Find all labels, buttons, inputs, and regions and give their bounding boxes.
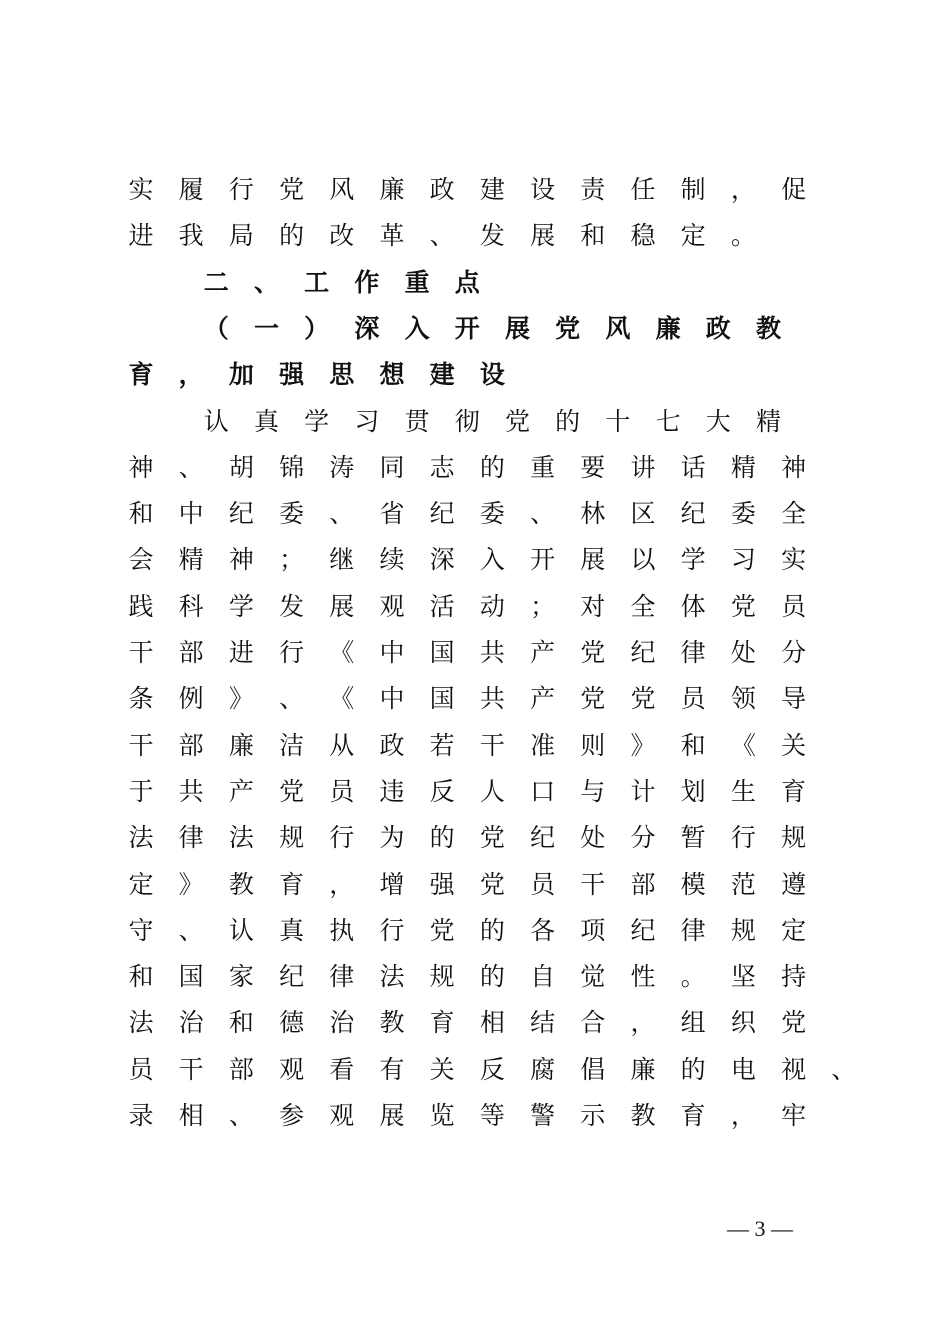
text-char: 贯 xyxy=(404,406,430,436)
text-char: 政 xyxy=(379,730,405,760)
text-char: 部 xyxy=(228,1054,254,1084)
text-char: 展 xyxy=(530,221,556,251)
text-char: 视 xyxy=(781,1054,807,1084)
text-char: 处 xyxy=(580,823,606,853)
text-char: 守 xyxy=(128,915,154,945)
text-char: 对 xyxy=(580,591,606,621)
text-char: 科 xyxy=(178,591,204,621)
text-char: 强 xyxy=(429,869,455,899)
text-char: 相 xyxy=(479,1008,505,1038)
text-char: 进 xyxy=(128,221,154,251)
text-char: 大 xyxy=(705,406,731,436)
text-char: 进 xyxy=(228,638,254,667)
text-line xyxy=(0,450,950,486)
text-char: 发 xyxy=(479,221,505,251)
text-char: 、 xyxy=(831,1054,857,1084)
text-char: 倡 xyxy=(580,1054,606,1084)
text-char: 法 xyxy=(228,823,254,853)
text-char: 、 xyxy=(429,221,455,251)
text-char: 行 xyxy=(279,638,305,667)
text-char: 会 xyxy=(128,545,154,575)
text-char: 干 xyxy=(128,730,154,760)
text-char: 牢 xyxy=(781,1101,807,1130)
text-line xyxy=(0,542,950,578)
text-char: 项 xyxy=(580,915,606,945)
text-char: 模 xyxy=(680,869,706,899)
text-char: 的 xyxy=(680,1054,706,1084)
text-char: 继 xyxy=(329,545,355,575)
text-char: 示 xyxy=(580,1101,606,1130)
text-char: 生 xyxy=(730,776,756,806)
text-char: 党 xyxy=(479,823,505,853)
text-char: 中 xyxy=(379,684,405,714)
text-char: 律 xyxy=(329,962,355,992)
text-char: 法 xyxy=(128,1008,154,1038)
text-line xyxy=(0,774,950,810)
text-char: 廉 xyxy=(655,313,681,343)
text-char: 纪 xyxy=(680,499,706,529)
text-char: 和 xyxy=(228,1008,254,1038)
text-char: 、 xyxy=(178,915,204,945)
text-char: 、 xyxy=(178,452,204,482)
text-char: 神 xyxy=(228,545,254,575)
text-char: 共 xyxy=(479,638,505,667)
text-char: 精 xyxy=(755,406,781,436)
text-char: 纪 xyxy=(630,915,656,945)
text-char: 范 xyxy=(730,869,756,899)
text-line xyxy=(0,1005,950,1041)
text-char: 家 xyxy=(228,962,254,992)
text-char: 洁 xyxy=(279,730,305,760)
text-char: 育 xyxy=(128,360,154,390)
text-char: 、 xyxy=(329,499,355,529)
text-char: ， xyxy=(730,1101,756,1130)
text-char: 育 xyxy=(279,869,305,899)
text-char: 委 xyxy=(730,499,756,529)
text-char: 入 xyxy=(404,313,430,343)
text-char: 话 xyxy=(680,452,706,482)
text-char: 实 xyxy=(128,175,154,204)
text-char: 律 xyxy=(680,915,706,945)
text-char: 条 xyxy=(128,684,154,714)
text-char: 腐 xyxy=(530,1054,556,1084)
text-char: 展 xyxy=(580,545,606,575)
text-char: 认 xyxy=(203,406,229,436)
text-char: 教 xyxy=(630,1101,656,1130)
text-char: 胡 xyxy=(228,452,254,482)
text-char: 学 xyxy=(304,406,330,436)
text-char: 纪 xyxy=(279,962,305,992)
text-char: 和 xyxy=(680,730,706,760)
text-char: 国 xyxy=(178,962,204,992)
text-char: 开 xyxy=(530,545,556,575)
text-char: 》 xyxy=(630,730,656,760)
text-char: 强 xyxy=(279,360,305,390)
text-char: 治 xyxy=(178,1008,204,1038)
text-char: ， xyxy=(630,1008,656,1038)
text-char: 电 xyxy=(730,1054,756,1084)
text-char: 点 xyxy=(454,267,480,297)
text-char: 与 xyxy=(580,776,606,806)
text-char: 反 xyxy=(479,1054,505,1084)
text-char: 部 xyxy=(178,730,204,760)
text-char: 规 xyxy=(781,823,807,853)
text-char: 精 xyxy=(178,545,204,575)
text-char: 责 xyxy=(580,175,606,204)
text-char: 规 xyxy=(730,915,756,945)
text-char: 神 xyxy=(781,452,807,482)
text-char: 和 xyxy=(580,221,606,251)
text-char: （ xyxy=(203,313,229,343)
text-char: 观 xyxy=(279,1054,305,1084)
text-char: 等 xyxy=(479,1101,505,1130)
text-char: 展 xyxy=(379,1101,405,1130)
text-char: 》 xyxy=(178,869,204,899)
text-char: 党 xyxy=(580,684,606,714)
text-char: 的 xyxy=(279,221,305,251)
text-char: 产 xyxy=(530,684,556,714)
text-char: 定 xyxy=(781,915,807,945)
text-char: 重 xyxy=(530,452,556,482)
text-char: 持 xyxy=(781,962,807,992)
text-char: 育 xyxy=(781,776,807,806)
text-char: 从 xyxy=(329,730,355,760)
text-char: 教 xyxy=(755,313,781,343)
text-char: 续 xyxy=(379,545,405,575)
text-char: 育 xyxy=(680,1101,706,1130)
text-char: 的 xyxy=(479,452,505,482)
text-char: 增 xyxy=(379,869,405,899)
text-char: 的 xyxy=(429,823,455,853)
text-char: 纪 xyxy=(530,823,556,853)
text-char: 各 xyxy=(530,915,556,945)
text-char: 任 xyxy=(630,175,656,204)
text-char: 党 xyxy=(730,591,756,621)
text-char: 发 xyxy=(279,591,305,621)
text-char: 省 xyxy=(379,499,405,529)
text-char: 坚 xyxy=(730,962,756,992)
text-char: 稳 xyxy=(630,221,656,251)
text-char: 中 xyxy=(178,499,204,529)
text-char: 全 xyxy=(630,591,656,621)
text-char: 深 xyxy=(354,313,380,343)
text-char: 展 xyxy=(329,591,355,621)
text-char: 部 xyxy=(178,638,204,667)
text-char: 建 xyxy=(429,360,455,390)
text-line xyxy=(0,728,950,764)
text-char: 全 xyxy=(781,499,807,529)
text-char: 观 xyxy=(379,591,405,621)
text-char: 真 xyxy=(279,915,305,945)
text-char: 关 xyxy=(781,730,807,760)
text-char: 彻 xyxy=(454,406,480,436)
text-line xyxy=(0,820,950,856)
text-char: 分 xyxy=(630,823,656,853)
text-char: 分 xyxy=(781,638,807,667)
text-char: 精 xyxy=(730,452,756,482)
text-char: 党 xyxy=(279,175,305,204)
text-char: 看 xyxy=(329,1054,355,1084)
text-char: 的 xyxy=(479,915,505,945)
text-char: 和 xyxy=(128,499,154,529)
text-line xyxy=(0,218,950,254)
text-char: 十 xyxy=(605,406,631,436)
text-char: 德 xyxy=(279,1008,305,1038)
text-char: ； xyxy=(279,545,305,575)
text-char: ， xyxy=(329,869,355,899)
text-char: 实 xyxy=(781,545,807,575)
text-char: 党 xyxy=(279,776,305,806)
text-char: 共 xyxy=(479,684,505,714)
text-char: 党 xyxy=(630,684,656,714)
text-char: 深 xyxy=(429,545,455,575)
text-char: 则 xyxy=(580,730,606,760)
text-char: 委 xyxy=(279,499,305,529)
text-line xyxy=(0,496,950,532)
text-char: 律 xyxy=(680,638,706,667)
text-char: 廉 xyxy=(228,730,254,760)
text-char: 合 xyxy=(580,1008,606,1038)
text-char: 活 xyxy=(429,591,455,621)
text-char: 自 xyxy=(530,962,556,992)
text-char: 党 xyxy=(781,1008,807,1038)
text-char: ； xyxy=(530,591,556,621)
text-char: 性 xyxy=(630,962,656,992)
text-char: 神 xyxy=(128,452,154,482)
text-char: 认 xyxy=(228,915,254,945)
text-char: 产 xyxy=(530,638,556,667)
text-char: ） xyxy=(304,313,330,343)
text-line xyxy=(0,635,950,671)
text-char: 织 xyxy=(730,1008,756,1038)
text-char: 改 xyxy=(329,221,355,251)
text-char: 的 xyxy=(555,406,581,436)
text-char: 定 xyxy=(128,869,154,899)
text-char: 规 xyxy=(279,823,305,853)
text-char: 党 xyxy=(555,313,581,343)
text-char: 区 xyxy=(630,499,656,529)
text-char: 思 xyxy=(329,360,355,390)
text-line xyxy=(0,311,950,347)
text-char: 干 xyxy=(178,1054,204,1084)
text-line xyxy=(0,404,950,440)
text-char: 风 xyxy=(605,313,631,343)
text-char: 重 xyxy=(404,267,430,297)
text-char: 观 xyxy=(329,1101,355,1130)
page-number: — 3 — xyxy=(727,1216,793,1241)
text-char: 警 xyxy=(530,1101,556,1130)
text-char: 律 xyxy=(178,823,204,853)
text-char: 、 xyxy=(228,1101,254,1130)
text-char: 览 xyxy=(429,1101,455,1130)
text-char: 党 xyxy=(429,915,455,945)
text-char: 定 xyxy=(680,221,706,251)
text-char: 计 xyxy=(630,776,656,806)
text-char: 涛 xyxy=(329,452,355,482)
text-char: 《 xyxy=(329,638,355,667)
text-char: 关 xyxy=(429,1054,455,1084)
text-char: 开 xyxy=(454,313,480,343)
text-char: 中 xyxy=(379,638,405,667)
text-line xyxy=(0,1098,950,1134)
text-char: 局 xyxy=(228,221,254,251)
text-char: 反 xyxy=(429,776,455,806)
text-char: 》 xyxy=(228,684,254,714)
text-char: 行 xyxy=(329,823,355,853)
text-char: 展 xyxy=(504,313,530,343)
text-char: 政 xyxy=(429,175,455,204)
text-char: 遵 xyxy=(781,869,807,899)
text-char: 于 xyxy=(128,776,154,806)
text-char: 想 xyxy=(379,360,405,390)
text-char: 政 xyxy=(705,313,731,343)
text-char: 录 xyxy=(128,1101,154,1130)
text-char: 处 xyxy=(730,638,756,667)
text-char: 体 xyxy=(680,591,706,621)
text-char: 员 xyxy=(530,869,556,899)
text-char: 干 xyxy=(128,638,154,667)
text-char: 讲 xyxy=(630,452,656,482)
text-char: 准 xyxy=(530,730,556,760)
text-char: 促 xyxy=(781,175,807,204)
text-char: 国 xyxy=(429,684,455,714)
text-char: 结 xyxy=(530,1008,556,1038)
text-char: 履 xyxy=(178,175,204,204)
text-char: 建 xyxy=(479,175,505,204)
text-char: 党 xyxy=(580,638,606,667)
text-char: 育 xyxy=(429,1008,455,1038)
text-char: 员 xyxy=(680,684,706,714)
text-line xyxy=(0,867,950,903)
text-line xyxy=(0,1052,950,1088)
text-char: 设 xyxy=(530,175,556,204)
text-char: 干 xyxy=(479,730,505,760)
text-char: 导 xyxy=(781,684,807,714)
text-char: 学 xyxy=(228,591,254,621)
text-char: 组 xyxy=(680,1008,706,1038)
text-char: 和 xyxy=(128,962,154,992)
text-char: 习 xyxy=(354,406,380,436)
text-char: 。 xyxy=(680,962,706,992)
text-char: 觉 xyxy=(580,962,606,992)
text-char: 执 xyxy=(329,915,355,945)
text-char: 一 xyxy=(253,313,279,343)
text-char: 我 xyxy=(178,221,204,251)
text-char: 法 xyxy=(128,823,154,853)
text-char: 治 xyxy=(329,1008,355,1038)
text-char: 规 xyxy=(429,962,455,992)
text-char: 的 xyxy=(479,962,505,992)
text-char: 为 xyxy=(379,823,405,853)
text-char: 纪 xyxy=(228,499,254,529)
text-line xyxy=(0,959,950,995)
text-char: 设 xyxy=(479,360,505,390)
text-char: 人 xyxy=(479,776,505,806)
text-char: 员 xyxy=(329,776,355,806)
text-char: 锦 xyxy=(279,452,305,482)
text-line xyxy=(0,357,950,393)
text-char: 相 xyxy=(178,1101,204,1130)
text-line xyxy=(0,913,950,949)
text-char: 廉 xyxy=(379,175,405,204)
text-char: 风 xyxy=(329,175,355,204)
text-char: 、 xyxy=(279,684,305,714)
text-char: 口 xyxy=(530,776,556,806)
text-char: 教 xyxy=(228,869,254,899)
text-char: 行 xyxy=(379,915,405,945)
text-char: 真 xyxy=(253,406,279,436)
text-char: 二 xyxy=(203,267,229,297)
text-char: 教 xyxy=(379,1008,405,1038)
text-char: 员 xyxy=(128,1054,154,1084)
text-char: 纪 xyxy=(630,638,656,667)
text-char: 。 xyxy=(730,221,756,251)
text-char: 作 xyxy=(354,267,380,297)
text-char: 《 xyxy=(730,730,756,760)
text-char: 《 xyxy=(329,684,355,714)
text-char: 划 xyxy=(680,776,706,806)
text-char: 、 xyxy=(253,267,279,297)
text-char: 行 xyxy=(228,175,254,204)
text-char: 同 xyxy=(379,452,405,482)
text-line xyxy=(0,265,950,301)
text-line xyxy=(0,172,950,208)
text-char: 员 xyxy=(781,591,807,621)
text-char: 委 xyxy=(479,499,505,529)
text-char: 违 xyxy=(379,776,405,806)
text-char: 党 xyxy=(504,406,530,436)
text-char: 习 xyxy=(730,545,756,575)
text-char: 参 xyxy=(279,1101,305,1130)
text-char: 部 xyxy=(630,869,656,899)
text-char: 、 xyxy=(530,499,556,529)
text-char: ， xyxy=(178,360,204,390)
text-char: 共 xyxy=(178,776,204,806)
text-char: 要 xyxy=(580,452,606,482)
text-char: 行 xyxy=(730,823,756,853)
text-char: 林 xyxy=(580,499,606,529)
text-char: 产 xyxy=(228,776,254,806)
text-char: 学 xyxy=(680,545,706,575)
text-char: 工 xyxy=(304,267,330,297)
text-char: 党 xyxy=(479,869,505,899)
text-char: 有 xyxy=(379,1054,405,1084)
text-char: 志 xyxy=(429,452,455,482)
text-char: ， xyxy=(730,175,756,204)
text-char: 入 xyxy=(479,545,505,575)
text-line xyxy=(0,589,950,625)
text-char: 纪 xyxy=(429,499,455,529)
text-char: 暂 xyxy=(680,823,706,853)
text-char: 国 xyxy=(429,638,455,667)
text-char: 例 xyxy=(178,684,204,714)
text-char: 以 xyxy=(630,545,656,575)
text-char: 若 xyxy=(429,730,455,760)
text-char: 廉 xyxy=(630,1054,656,1084)
text-char: 领 xyxy=(730,684,756,714)
text-char: 七 xyxy=(655,406,681,436)
text-char: 制 xyxy=(680,175,706,204)
text-char: 动 xyxy=(479,591,505,621)
text-char: 加 xyxy=(228,360,254,390)
text-char: 革 xyxy=(379,221,405,251)
text-char: 法 xyxy=(379,962,405,992)
text-char: 干 xyxy=(580,869,606,899)
text-line xyxy=(0,681,950,717)
text-char: 践 xyxy=(128,591,154,621)
